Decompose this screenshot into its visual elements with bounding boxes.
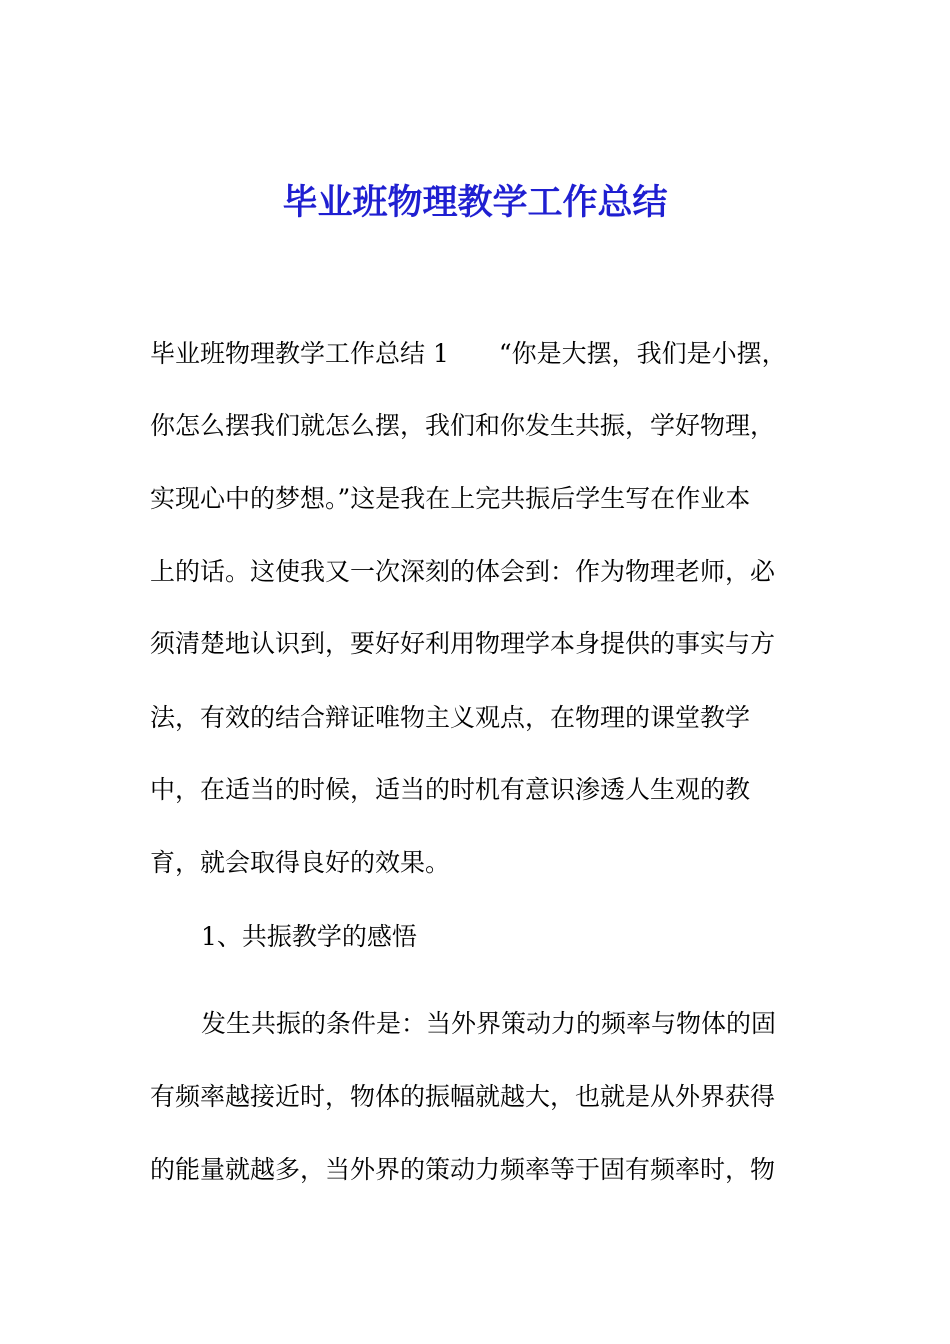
paragraph-line: 育，就会取得良好的效果。 (150, 848, 451, 877)
paragraph-line: 你怎么摆我们就怎么摆，我们和你发生共振，学好物理， (150, 411, 776, 440)
paragraph-line: 毕业班物理教学工作总结 1 “你是大摆，我们是小摆， (150, 339, 787, 368)
paragraph-line: 须清楚地认识到，要好好利用物理学本身提供的事实与方 (150, 629, 776, 658)
section-heading: 1、共振教学的感悟 (201, 922, 417, 951)
paragraph-line: 有频率越接近时，物体的振幅就越大，也就是从外界获得 (150, 1082, 776, 1111)
paragraph-line: 实现心中的梦想。”这是我在上完共振后学生写在作业本 (150, 484, 751, 513)
paragraph-line: 中，在适当的时候，适当的时机有意识渗透人生观的教 (150, 775, 751, 804)
paragraph-line: 上的话。这使我又一次深刻的体会到：作为物理老师，必 (150, 557, 776, 586)
paragraph-line: 法，有效的结合辩证唯物主义观点，在物理的课堂教学 (150, 703, 751, 732)
paragraph-line: 发生共振的条件是：当外界策动力的频率与物体的固 (201, 1009, 777, 1038)
paragraph-line: 的能量就越多，当外界的策动力频率等于固有频率时，物 (150, 1155, 776, 1184)
document-title: 毕业班物理教学工作总结 (282, 182, 668, 223)
